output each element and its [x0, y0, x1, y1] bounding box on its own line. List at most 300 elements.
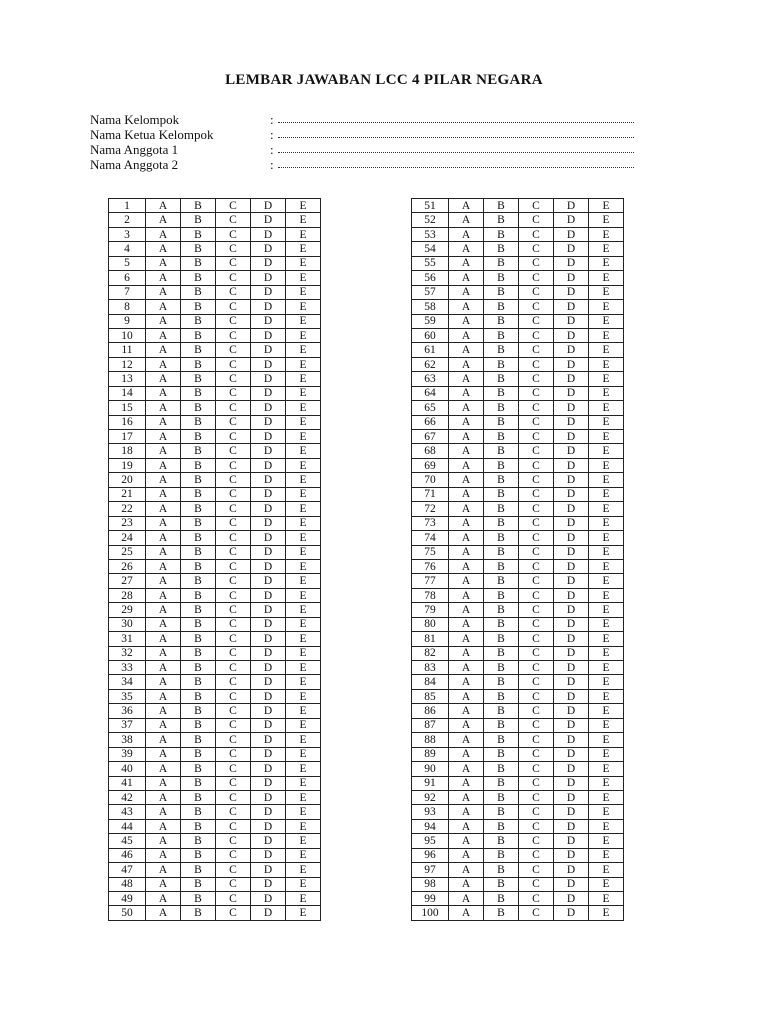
answer-option-e[interactable]: E	[286, 545, 321, 559]
answer-option-d[interactable]: D	[251, 834, 286, 848]
answer-option-d[interactable]: D	[554, 415, 589, 429]
answer-option-e[interactable]: E	[286, 256, 321, 270]
answer-option-c[interactable]: C	[519, 458, 554, 472]
answer-option-b[interactable]: B	[484, 242, 519, 256]
fill-in-line[interactable]	[278, 167, 634, 168]
answer-option-c[interactable]: C	[216, 747, 251, 761]
answer-option-d[interactable]: D	[554, 805, 589, 819]
answer-option-c[interactable]: C	[519, 199, 554, 213]
answer-option-c[interactable]: C	[216, 256, 251, 270]
answer-option-c[interactable]: C	[519, 271, 554, 285]
answer-option-e[interactable]: E	[286, 487, 321, 501]
answer-option-a[interactable]: A	[146, 661, 181, 675]
answer-option-e[interactable]: E	[286, 328, 321, 342]
answer-option-e[interactable]: E	[286, 372, 321, 386]
answer-option-d[interactable]: D	[251, 285, 286, 299]
answer-option-d[interactable]: D	[554, 718, 589, 732]
answer-option-b[interactable]: B	[484, 458, 519, 472]
answer-option-c[interactable]: C	[519, 675, 554, 689]
answer-option-b[interactable]: B	[484, 285, 519, 299]
answer-option-e[interactable]: E	[589, 516, 624, 530]
answer-option-a[interactable]: A	[449, 242, 484, 256]
answer-option-d[interactable]: D	[251, 704, 286, 718]
answer-option-d[interactable]: D	[251, 848, 286, 862]
answer-option-d[interactable]: D	[251, 473, 286, 487]
answer-option-b[interactable]: B	[484, 704, 519, 718]
answer-option-b[interactable]: B	[181, 863, 216, 877]
answer-option-b[interactable]: B	[181, 343, 216, 357]
answer-option-a[interactable]: A	[146, 906, 181, 920]
answer-option-d[interactable]: D	[554, 314, 589, 328]
answer-option-a[interactable]: A	[449, 747, 484, 761]
answer-option-c[interactable]: C	[519, 545, 554, 559]
answer-option-b[interactable]: B	[181, 227, 216, 241]
answer-option-b[interactable]: B	[484, 545, 519, 559]
answer-option-b[interactable]: B	[181, 588, 216, 602]
answer-option-c[interactable]: C	[519, 661, 554, 675]
answer-option-c[interactable]: C	[216, 328, 251, 342]
answer-option-b[interactable]: B	[181, 458, 216, 472]
answer-option-a[interactable]: A	[449, 574, 484, 588]
answer-option-c[interactable]: C	[216, 285, 251, 299]
answer-option-d[interactable]: D	[251, 559, 286, 573]
answer-option-e[interactable]: E	[286, 473, 321, 487]
answer-option-d[interactable]: D	[251, 502, 286, 516]
answer-option-a[interactable]: A	[449, 285, 484, 299]
answer-option-b[interactable]: B	[181, 603, 216, 617]
answer-option-c[interactable]: C	[519, 834, 554, 848]
answer-option-d[interactable]: D	[251, 877, 286, 891]
answer-option-e[interactable]: E	[589, 343, 624, 357]
answer-option-a[interactable]: A	[449, 675, 484, 689]
answer-option-c[interactable]: C	[216, 213, 251, 227]
answer-option-a[interactable]: A	[146, 863, 181, 877]
answer-option-c[interactable]: C	[519, 516, 554, 530]
answer-option-d[interactable]: D	[554, 473, 589, 487]
answer-option-c[interactable]: C	[216, 588, 251, 602]
answer-option-d[interactable]: D	[251, 819, 286, 833]
answer-option-d[interactable]: D	[251, 790, 286, 804]
answer-option-b[interactable]: B	[484, 271, 519, 285]
answer-option-b[interactable]: B	[181, 776, 216, 790]
answer-option-a[interactable]: A	[146, 762, 181, 776]
answer-option-b[interactable]: B	[181, 762, 216, 776]
answer-option-d[interactable]: D	[251, 444, 286, 458]
answer-option-c[interactable]: C	[519, 603, 554, 617]
answer-option-a[interactable]: A	[449, 256, 484, 270]
answer-option-d[interactable]: D	[251, 805, 286, 819]
answer-option-d[interactable]: D	[554, 300, 589, 314]
answer-option-a[interactable]: A	[146, 227, 181, 241]
answer-option-b[interactable]: B	[181, 559, 216, 573]
answer-option-a[interactable]: A	[146, 834, 181, 848]
answer-option-e[interactable]: E	[589, 718, 624, 732]
answer-option-e[interactable]: E	[589, 242, 624, 256]
answer-option-c[interactable]: C	[519, 343, 554, 357]
answer-option-a[interactable]: A	[449, 877, 484, 891]
answer-option-e[interactable]: E	[589, 487, 624, 501]
answer-option-b[interactable]: B	[484, 343, 519, 357]
answer-option-e[interactable]: E	[286, 762, 321, 776]
answer-option-e[interactable]: E	[286, 819, 321, 833]
answer-option-e[interactable]: E	[589, 314, 624, 328]
answer-option-d[interactable]: D	[251, 343, 286, 357]
answer-option-b[interactable]: B	[181, 256, 216, 270]
answer-option-e[interactable]: E	[589, 386, 624, 400]
answer-option-a[interactable]: A	[146, 328, 181, 342]
answer-option-b[interactable]: B	[484, 502, 519, 516]
answer-option-a[interactable]: A	[146, 357, 181, 371]
answer-option-a[interactable]: A	[449, 328, 484, 342]
answer-option-a[interactable]: A	[449, 300, 484, 314]
answer-option-b[interactable]: B	[484, 473, 519, 487]
answer-option-d[interactable]: D	[554, 328, 589, 342]
answer-option-b[interactable]: B	[484, 819, 519, 833]
answer-option-a[interactable]: A	[449, 848, 484, 862]
answer-option-c[interactable]: C	[216, 473, 251, 487]
answer-option-a[interactable]: A	[146, 531, 181, 545]
answer-option-b[interactable]: B	[181, 300, 216, 314]
answer-option-d[interactable]: D	[251, 632, 286, 646]
answer-option-c[interactable]: C	[519, 242, 554, 256]
answer-option-d[interactable]: D	[251, 892, 286, 906]
answer-option-b[interactable]: B	[484, 776, 519, 790]
answer-option-c[interactable]: C	[216, 617, 251, 631]
answer-option-e[interactable]: E	[589, 300, 624, 314]
answer-option-e[interactable]: E	[589, 444, 624, 458]
answer-option-e[interactable]: E	[589, 603, 624, 617]
answer-option-c[interactable]: C	[216, 343, 251, 357]
answer-option-b[interactable]: B	[484, 805, 519, 819]
answer-option-d[interactable]: D	[554, 285, 589, 299]
answer-option-a[interactable]: A	[146, 430, 181, 444]
answer-option-b[interactable]: B	[484, 588, 519, 602]
answer-option-c[interactable]: C	[519, 762, 554, 776]
answer-option-c[interactable]: C	[519, 430, 554, 444]
answer-option-b[interactable]: B	[181, 718, 216, 732]
answer-option-d[interactable]: D	[554, 574, 589, 588]
answer-option-e[interactable]: E	[286, 574, 321, 588]
answer-option-a[interactable]: A	[146, 718, 181, 732]
answer-option-e[interactable]: E	[589, 559, 624, 573]
answer-option-d[interactable]: D	[554, 906, 589, 920]
answer-option-a[interactable]: A	[449, 487, 484, 501]
answer-option-e[interactable]: E	[589, 256, 624, 270]
answer-option-e[interactable]: E	[286, 661, 321, 675]
answer-option-e[interactable]: E	[589, 747, 624, 761]
answer-option-d[interactable]: D	[554, 617, 589, 631]
answer-option-b[interactable]: B	[484, 357, 519, 371]
answer-option-a[interactable]: A	[449, 892, 484, 906]
answer-option-b[interactable]: B	[181, 545, 216, 559]
answer-option-d[interactable]: D	[554, 444, 589, 458]
answer-option-a[interactable]: A	[146, 473, 181, 487]
answer-option-e[interactable]: E	[286, 343, 321, 357]
answer-option-a[interactable]: A	[449, 271, 484, 285]
answer-option-a[interactable]: A	[146, 790, 181, 804]
answer-option-d[interactable]: D	[554, 430, 589, 444]
answer-option-e[interactable]: E	[286, 271, 321, 285]
answer-option-e[interactable]: E	[589, 372, 624, 386]
answer-option-a[interactable]: A	[146, 271, 181, 285]
answer-option-d[interactable]: D	[554, 661, 589, 675]
answer-option-a[interactable]: A	[146, 704, 181, 718]
answer-option-c[interactable]: C	[216, 444, 251, 458]
answer-option-a[interactable]: A	[449, 790, 484, 804]
answer-option-b[interactable]: B	[181, 892, 216, 906]
answer-option-b[interactable]: B	[181, 675, 216, 689]
answer-option-b[interactable]: B	[484, 689, 519, 703]
answer-option-a[interactable]: A	[146, 444, 181, 458]
answer-option-e[interactable]: E	[286, 704, 321, 718]
answer-option-e[interactable]: E	[286, 617, 321, 631]
answer-option-c[interactable]: C	[519, 401, 554, 415]
answer-option-d[interactable]: D	[554, 487, 589, 501]
answer-option-d[interactable]: D	[251, 516, 286, 530]
answer-option-b[interactable]: B	[484, 632, 519, 646]
answer-option-a[interactable]: A	[146, 559, 181, 573]
answer-option-c[interactable]: C	[216, 704, 251, 718]
answer-option-c[interactable]: C	[519, 487, 554, 501]
answer-option-a[interactable]: A	[449, 502, 484, 516]
answer-option-d[interactable]: D	[554, 458, 589, 472]
answer-option-a[interactable]: A	[449, 213, 484, 227]
answer-option-b[interactable]: B	[181, 430, 216, 444]
answer-option-b[interactable]: B	[484, 328, 519, 342]
answer-option-b[interactable]: B	[181, 242, 216, 256]
fill-in-line[interactable]	[278, 137, 634, 138]
answer-option-c[interactable]: C	[519, 906, 554, 920]
answer-option-c[interactable]: C	[519, 502, 554, 516]
answer-option-e[interactable]: E	[589, 675, 624, 689]
fill-in-line[interactable]	[278, 152, 634, 153]
answer-option-b[interactable]: B	[181, 877, 216, 891]
answer-option-e[interactable]: E	[286, 300, 321, 314]
answer-option-e[interactable]: E	[589, 704, 624, 718]
answer-option-e[interactable]: E	[286, 458, 321, 472]
answer-option-d[interactable]: D	[251, 545, 286, 559]
answer-option-d[interactable]: D	[251, 718, 286, 732]
answer-option-a[interactable]: A	[146, 877, 181, 891]
answer-option-a[interactable]: A	[146, 386, 181, 400]
answer-option-e[interactable]: E	[589, 328, 624, 342]
answer-option-e[interactable]: E	[286, 689, 321, 703]
answer-option-d[interactable]: D	[251, 227, 286, 241]
answer-option-d[interactable]: D	[554, 704, 589, 718]
answer-option-d[interactable]: D	[554, 747, 589, 761]
answer-option-e[interactable]: E	[286, 805, 321, 819]
answer-option-e[interactable]: E	[589, 473, 624, 487]
answer-option-a[interactable]: A	[146, 805, 181, 819]
answer-option-c[interactable]: C	[519, 733, 554, 747]
answer-option-a[interactable]: A	[449, 646, 484, 660]
answer-option-d[interactable]: D	[554, 588, 589, 602]
answer-option-e[interactable]: E	[589, 776, 624, 790]
answer-option-c[interactable]: C	[216, 863, 251, 877]
answer-option-e[interactable]: E	[286, 415, 321, 429]
answer-option-e[interactable]: E	[589, 834, 624, 848]
answer-option-d[interactable]: D	[251, 733, 286, 747]
answer-option-d[interactable]: D	[554, 516, 589, 530]
answer-option-d[interactable]: D	[554, 559, 589, 573]
answer-option-d[interactable]: D	[554, 863, 589, 877]
answer-option-a[interactable]: A	[449, 227, 484, 241]
answer-option-e[interactable]: E	[589, 285, 624, 299]
answer-option-c[interactable]: C	[216, 372, 251, 386]
answer-option-c[interactable]: C	[519, 574, 554, 588]
answer-option-b[interactable]: B	[181, 372, 216, 386]
answer-option-b[interactable]: B	[181, 704, 216, 718]
answer-option-e[interactable]: E	[589, 632, 624, 646]
answer-option-c[interactable]: C	[216, 386, 251, 400]
answer-option-d[interactable]: D	[251, 357, 286, 371]
answer-option-b[interactable]: B	[484, 747, 519, 761]
answer-option-a[interactable]: A	[449, 819, 484, 833]
answer-option-b[interactable]: B	[181, 834, 216, 848]
answer-option-c[interactable]: C	[519, 531, 554, 545]
answer-option-a[interactable]: A	[146, 632, 181, 646]
answer-option-c[interactable]: C	[519, 328, 554, 342]
answer-option-e[interactable]: E	[286, 199, 321, 213]
answer-option-c[interactable]: C	[216, 531, 251, 545]
answer-option-e[interactable]: E	[286, 733, 321, 747]
answer-option-c[interactable]: C	[519, 227, 554, 241]
answer-option-e[interactable]: E	[286, 386, 321, 400]
answer-option-c[interactable]: C	[519, 559, 554, 573]
answer-option-e[interactable]: E	[286, 588, 321, 602]
answer-option-a[interactable]: A	[449, 415, 484, 429]
answer-option-c[interactable]: C	[519, 617, 554, 631]
answer-option-d[interactable]: D	[554, 632, 589, 646]
answer-option-c[interactable]: C	[216, 545, 251, 559]
answer-option-e[interactable]: E	[589, 646, 624, 660]
answer-option-c[interactable]: C	[519, 588, 554, 602]
answer-option-b[interactable]: B	[484, 718, 519, 732]
answer-option-a[interactable]: A	[146, 285, 181, 299]
answer-option-d[interactable]: D	[251, 863, 286, 877]
answer-option-d[interactable]: D	[251, 401, 286, 415]
answer-option-a[interactable]: A	[449, 357, 484, 371]
answer-option-b[interactable]: B	[181, 314, 216, 328]
answer-option-d[interactable]: D	[251, 213, 286, 227]
answer-option-b[interactable]: B	[181, 271, 216, 285]
answer-option-a[interactable]: A	[449, 430, 484, 444]
answer-option-a[interactable]: A	[449, 704, 484, 718]
answer-option-e[interactable]: E	[286, 357, 321, 371]
answer-option-a[interactable]: A	[146, 733, 181, 747]
answer-option-b[interactable]: B	[484, 516, 519, 530]
answer-option-a[interactable]: A	[146, 458, 181, 472]
answer-option-a[interactable]: A	[146, 574, 181, 588]
answer-option-e[interactable]: E	[286, 401, 321, 415]
answer-option-b[interactable]: B	[181, 401, 216, 415]
answer-option-b[interactable]: B	[181, 415, 216, 429]
answer-option-a[interactable]: A	[449, 559, 484, 573]
answer-option-e[interactable]: E	[589, 502, 624, 516]
answer-option-c[interactable]: C	[216, 458, 251, 472]
answer-option-b[interactable]: B	[181, 199, 216, 213]
answer-option-a[interactable]: A	[449, 516, 484, 530]
answer-option-e[interactable]: E	[589, 819, 624, 833]
answer-option-e[interactable]: E	[286, 747, 321, 761]
answer-option-c[interactable]: C	[519, 632, 554, 646]
answer-option-d[interactable]: D	[251, 458, 286, 472]
answer-option-b[interactable]: B	[181, 747, 216, 761]
answer-option-a[interactable]: A	[449, 372, 484, 386]
answer-option-a[interactable]: A	[449, 733, 484, 747]
answer-option-a[interactable]: A	[449, 718, 484, 732]
answer-option-e[interactable]: E	[286, 242, 321, 256]
answer-option-a[interactable]: A	[449, 343, 484, 357]
answer-option-a[interactable]: A	[146, 415, 181, 429]
answer-option-c[interactable]: C	[519, 747, 554, 761]
answer-option-c[interactable]: C	[216, 516, 251, 530]
answer-option-d[interactable]: D	[554, 502, 589, 516]
answer-option-e[interactable]: E	[286, 531, 321, 545]
answer-option-b[interactable]: B	[484, 213, 519, 227]
answer-option-b[interactable]: B	[181, 574, 216, 588]
answer-option-d[interactable]: D	[554, 199, 589, 213]
answer-option-e[interactable]: E	[286, 516, 321, 530]
answer-option-d[interactable]: D	[554, 603, 589, 617]
answer-option-d[interactable]: D	[251, 430, 286, 444]
answer-option-c[interactable]: C	[216, 314, 251, 328]
answer-option-d[interactable]: D	[251, 531, 286, 545]
answer-option-b[interactable]: B	[181, 790, 216, 804]
answer-option-e[interactable]: E	[286, 646, 321, 660]
answer-option-b[interactable]: B	[181, 848, 216, 862]
answer-option-e[interactable]: E	[589, 357, 624, 371]
answer-option-c[interactable]: C	[216, 689, 251, 703]
answer-option-e[interactable]: E	[589, 805, 624, 819]
answer-option-c[interactable]: C	[216, 906, 251, 920]
answer-option-c[interactable]: C	[519, 444, 554, 458]
answer-option-a[interactable]: A	[449, 458, 484, 472]
answer-option-b[interactable]: B	[181, 386, 216, 400]
answer-option-c[interactable]: C	[519, 776, 554, 790]
answer-option-e[interactable]: E	[589, 531, 624, 545]
answer-option-e[interactable]: E	[286, 603, 321, 617]
answer-option-e[interactable]: E	[589, 401, 624, 415]
answer-option-c[interactable]: C	[519, 704, 554, 718]
answer-option-a[interactable]: A	[449, 632, 484, 646]
answer-option-a[interactable]: A	[449, 863, 484, 877]
answer-option-c[interactable]: C	[216, 415, 251, 429]
answer-option-d[interactable]: D	[554, 271, 589, 285]
answer-option-d[interactable]: D	[554, 357, 589, 371]
answer-option-a[interactable]: A	[449, 314, 484, 328]
answer-option-d[interactable]: D	[554, 545, 589, 559]
answer-option-e[interactable]: E	[589, 415, 624, 429]
answer-option-e[interactable]: E	[589, 762, 624, 776]
answer-option-d[interactable]: D	[251, 574, 286, 588]
answer-option-c[interactable]: C	[519, 689, 554, 703]
answer-option-a[interactable]: A	[146, 314, 181, 328]
answer-option-d[interactable]: D	[554, 689, 589, 703]
answer-option-b[interactable]: B	[484, 559, 519, 573]
answer-option-b[interactable]: B	[484, 300, 519, 314]
answer-option-b[interactable]: B	[484, 199, 519, 213]
answer-option-c[interactable]: C	[519, 646, 554, 660]
answer-option-e[interactable]: E	[286, 430, 321, 444]
answer-option-b[interactable]: B	[484, 444, 519, 458]
answer-option-e[interactable]: E	[589, 661, 624, 675]
answer-option-e[interactable]: E	[286, 227, 321, 241]
answer-option-a[interactable]: A	[449, 603, 484, 617]
answer-option-e[interactable]: E	[286, 892, 321, 906]
answer-option-c[interactable]: C	[216, 877, 251, 891]
answer-option-d[interactable]: D	[554, 790, 589, 804]
